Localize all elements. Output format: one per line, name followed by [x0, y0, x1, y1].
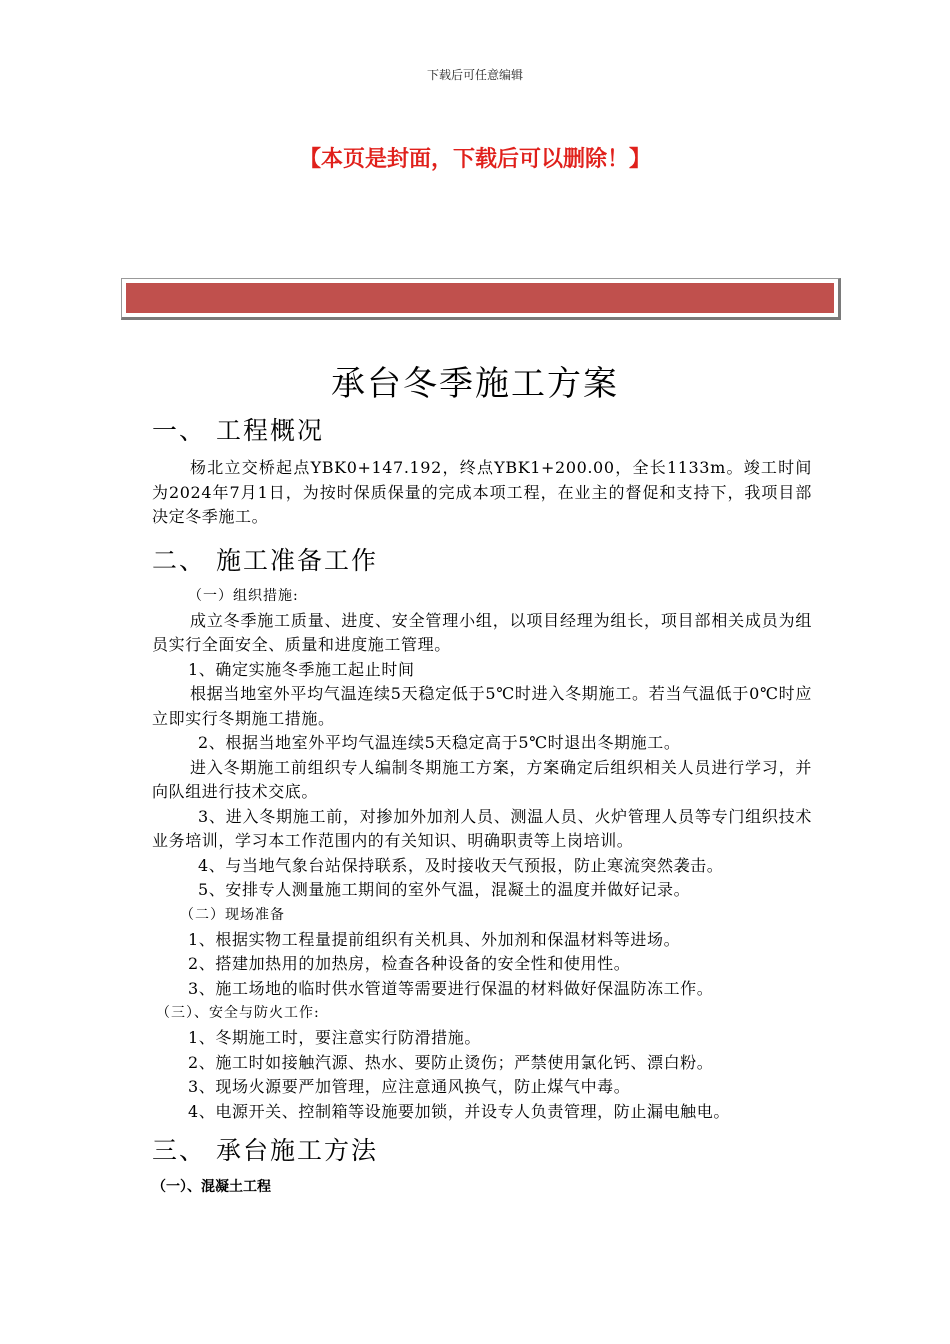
- org-paragraph-3: 进入冬期施工前组织专人编制冬期施工方案，方案确定后组织相关人员进行学习，并向队组进行技术交底。: [152, 757, 812, 801]
- safety-title: （三）、安全与防火工作:: [156, 1005, 320, 1021]
- section-heading-method: 三、 承台施工方法: [152, 1136, 378, 1165]
- cover-notice: 【本页是封面，下载后可以删除！】: [298, 147, 651, 172]
- section-heading-preparation: 二、 施工准备工作: [152, 545, 378, 575]
- safety-item-4: 4、电源开关、控制箱等设施要加锁，并设专人负责管理，防止漏电触电。: [188, 1101, 730, 1121]
- org-item-5: 5、安排专人测量施工期间的室外气温，混凝土的温度并做好记录。: [198, 880, 691, 899]
- banner-fill: [126, 283, 834, 313]
- document-title: 承台冬季施工方案: [331, 364, 619, 404]
- header-note: 下载后可任意编辑: [426, 68, 523, 82]
- org-item-1: 1、确定实施冬季施工起止时间: [188, 659, 415, 679]
- org-item-2: 2、根据当地室外平均气温连续5天稳定高于5℃时退出冬期施工。: [198, 733, 681, 752]
- org-item-3: 3、进入冬期施工前，对掺加外加剂人员、测温人员、火炉管理人员等专门组织技术业务培训，学习本工作范围内的有关知识、明确职责等上岗培训。: [152, 806, 812, 850]
- section-heading-overview: 一、 工程概况: [152, 416, 324, 445]
- safety-item-3: 3、现场火源要严加管理，应注意通风换气，防止煤气中毒。: [188, 1077, 631, 1096]
- org-item-4: 4、与当地气象台站保持联系，及时接收天气预报，防止寒流突然袭击。: [198, 855, 724, 875]
- org-paragraph-1: 成立冬季施工质量、进度、安全管理小组，以项目经理为组长，项目部相关成员为组员实行全面安全、质量和进度施工管理。: [152, 610, 812, 654]
- overview-paragraph: 杨北立交桥起点YBK0+147.192，终点YBK1+200.00，全长1133m。竣工时间为2024年7月1日，为按时保质保量的完成本项工程，在业主的督促和支持下，我项目部决定冬季施工。: [152, 458, 812, 526]
- decorative-banner: [121, 278, 841, 320]
- org-measures-title: （一）组织措施:: [188, 587, 299, 604]
- site-item-1: 1、根据实物工程量提前组织有关机具、外加剂和保温材料等进场。: [188, 929, 681, 949]
- org-paragraph-2: 根据当地室外平均气温连续5天稳定低于5℃时进入冬期施工。若当气温低于0℃时应立即实行冬期施工措施。: [152, 684, 812, 728]
- safety-item-2: 2、施工时如接触汽源、热水、要防止烫伤；严禁使用氯化钙、漂白粉。: [188, 1052, 714, 1072]
- site-prep-title: （二）现场准备: [180, 906, 285, 923]
- document-body: [152, 410, 812, 1202]
- site-item-2: 2、搭建加热用的加热房，检查各种设备的安全性和使用性。: [188, 954, 631, 973]
- concrete-subtitle: （一）、混凝土工程: [152, 1179, 271, 1195]
- safety-item-1: 1、冬期施工时，要注意实行防滑措施。: [188, 1028, 481, 1047]
- site-item-3: 3、施工场地的临时供水管道等需要进行保温的材料做好保温防冻工作。: [188, 978, 714, 998]
